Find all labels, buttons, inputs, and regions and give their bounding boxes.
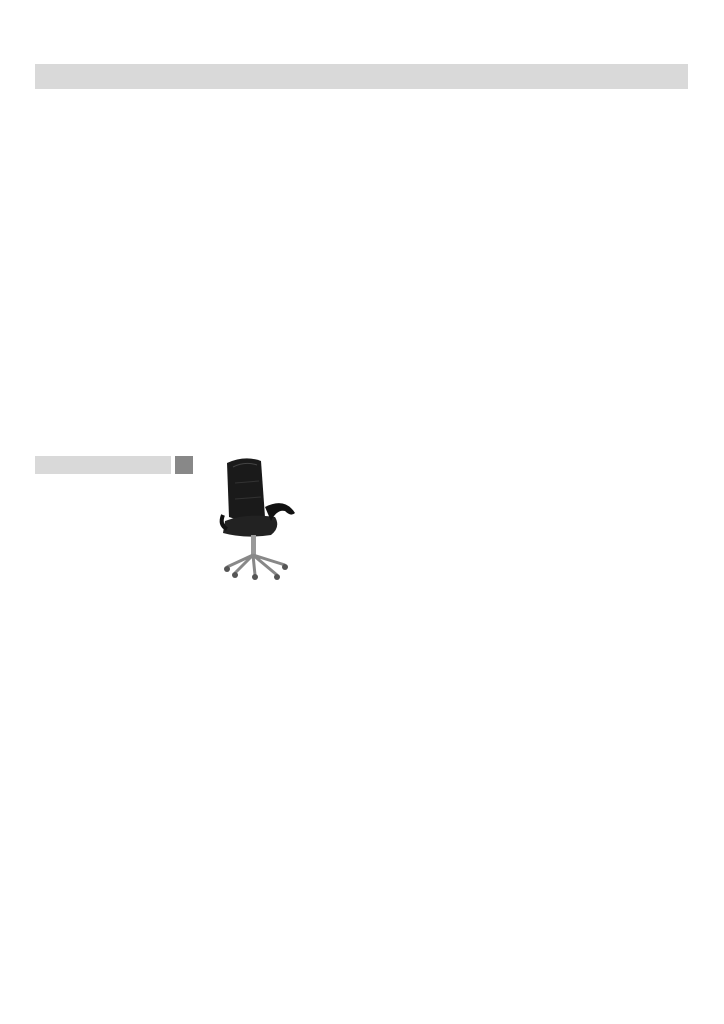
office-label <box>35 456 171 474</box>
table-header-band <box>35 64 688 89</box>
chair-image <box>215 455 310 585</box>
size-badge <box>175 456 193 474</box>
